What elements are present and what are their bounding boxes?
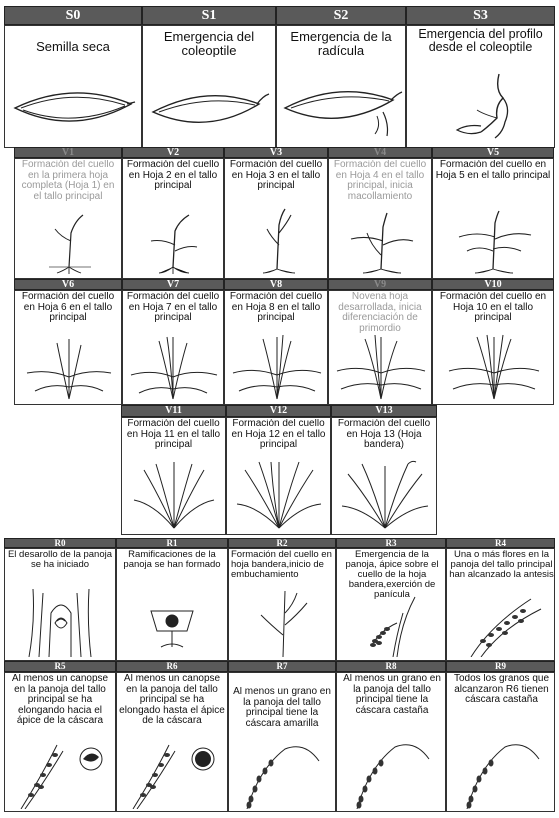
seed-stage-s0-cell <box>4 25 142 148</box>
r4-anthesis-illustration <box>461 595 545 657</box>
stage-description-r2: Formación del cuello en hoja bandera,inicio de embuchamiento <box>231 550 332 580</box>
stage-code-r1: R1 <box>116 538 228 548</box>
stage-code-v13: V13 <box>331 405 437 417</box>
stage-description-v4: Formación del cuello en Hoja 4 en el tallo principal, inicia macollamiento <box>333 160 427 202</box>
stage-code-v3: V3 <box>224 147 328 158</box>
stage-description-r0: El desarollo de la panoja se ha iniciado <box>7 550 113 570</box>
stage-code-s2: S2 <box>276 6 406 25</box>
v11-plant-illustration <box>128 460 220 532</box>
stage-v5-cell <box>432 158 554 279</box>
v7-plant-illustration <box>127 333 221 403</box>
stage-code-v12: V12 <box>226 405 331 417</box>
stage-code-v5: V5 <box>432 147 554 158</box>
stage-code-r6: R6 <box>116 661 228 672</box>
seed-stage-table <box>4 6 555 148</box>
stage-v2-cell <box>122 158 224 279</box>
stage-description-s2: Emergencia de la radícula <box>290 30 392 58</box>
r2-booting-illustration <box>249 585 319 657</box>
stage-description-r4: Una o más flores en la panoja del tallo principal han alcanzado la antesis <box>449 550 554 580</box>
stage-code-r4: R4 <box>446 538 555 548</box>
stage-v11-cell <box>121 417 226 535</box>
r7-yellow-husk-illustration <box>235 739 331 809</box>
stage-v4-cell <box>328 158 432 279</box>
r8-brown-husk-illustration <box>343 737 441 809</box>
stage-description-v12: Formación del cuello en Hoja 12 en el tallo principal <box>231 419 326 450</box>
seed-stage-s1-cell <box>142 25 276 148</box>
v13-plant-illustration <box>338 460 432 532</box>
stage-code-r0: R0 <box>4 538 116 548</box>
stage-code-r9: R9 <box>446 661 555 672</box>
stage-code-s1: S1 <box>142 6 276 25</box>
vegetative-row-3 <box>121 405 437 535</box>
stage-description-s1: Emergencia del coleoptile <box>163 30 255 58</box>
stage-description-r5: Al menos un canopse en la panoja del tallo principal se ha elongando hacia el ápice de la cáscara <box>11 674 109 726</box>
stage-description-v1: Formación del cuello en la primera hoja completa (Hoja 1) en el tallo principal <box>21 160 115 202</box>
stage-r9-cell <box>446 672 555 812</box>
stage-v3-cell <box>224 158 328 279</box>
v4-seedling-illustration <box>341 211 421 275</box>
stage-r4-cell <box>446 548 555 661</box>
seed-stage-s3-cell <box>406 25 555 148</box>
stage-code-r3: R3 <box>336 538 446 548</box>
stage-v8-cell <box>224 290 328 405</box>
stage-code-v10: V10 <box>432 279 554 290</box>
stage-r1-cell <box>116 548 228 661</box>
stage-code-r2: R2 <box>228 538 336 548</box>
stage-r6-cell <box>116 672 228 812</box>
stage-v1-cell <box>14 158 122 279</box>
stage-description-v2: Formación del cuello en Hoja 2 en el tallo principal <box>126 160 220 191</box>
r9-maturity-illustration <box>453 737 551 809</box>
stage-r3-cell <box>336 548 446 661</box>
stage-description-v13: Formación del cuello en Hoja 13 (Hoja bandera) <box>337 419 431 450</box>
stage-code-v8: V8 <box>224 279 328 290</box>
stage-description-r3: Emergencia de la panoja, ápice sobre el cuello de la hoja bandera,exerción de panícula <box>345 550 439 600</box>
stage-description-v11: Formación del cuello en Hoja 11 en el tallo principal <box>126 419 221 450</box>
stage-code-v2: V2 <box>122 147 224 158</box>
stage-description-r7: Al menos un grano en la panoja del tallo principal tiene la cáscara amarilla <box>233 687 331 729</box>
stage-description-r8: Al menos un grano en la panoja del tallo principal tiene la cáscara castaña <box>343 674 441 716</box>
stage-code-v6: V6 <box>14 279 122 290</box>
stage-code-r7: R7 <box>228 661 336 672</box>
vegetative-row-1 <box>14 147 554 279</box>
stage-v6-cell <box>14 290 122 405</box>
stage-v9-cell <box>328 290 432 405</box>
v6-plant-illustration <box>21 333 117 403</box>
stage-code-s3: S3 <box>406 6 555 25</box>
v2-seedling-illustration <box>139 211 209 275</box>
reproductive-row-1 <box>4 538 555 661</box>
stage-v10-cell <box>432 290 554 405</box>
r6-grain-fill-illustration <box>123 737 223 809</box>
stage-r0-cell <box>4 548 116 661</box>
v12-plant-illustration <box>233 460 325 532</box>
stage-description-v9: Novena hoja desarrollada, inicia diferenciación de primordio <box>338 292 422 334</box>
stage-description-v7: Formación del cuello en Hoja 7 en el tallo principal <box>126 292 220 323</box>
seed-stage-s2-cell <box>276 25 406 148</box>
v9-plant-illustration <box>333 333 429 403</box>
reproductive-row-2 <box>4 661 555 812</box>
r1-panicle-branch-illustration <box>147 601 197 653</box>
stage-code-s0: S0 <box>4 6 142 25</box>
v3-seedling-illustration <box>243 207 313 275</box>
stage-v12-cell <box>226 417 331 535</box>
r0-panicle-initiation-illustration <box>19 583 103 657</box>
stage-code-v4: V4 <box>328 147 432 158</box>
stage-code-v7: V7 <box>122 279 224 290</box>
stage-r8-cell <box>336 672 446 812</box>
stage-code-v1: V1 <box>14 147 122 158</box>
stage-description-r6: Al menos un canopse en la panoja del tallo principal se ha elongado hasta el ápice de la cáscara <box>119 674 225 726</box>
stage-r5-cell <box>4 672 116 812</box>
stage-description-v6: Formación del cuello en Hoja 6 en el tallo principal <box>21 292 115 323</box>
dry-seed-illustration <box>9 74 137 142</box>
vegetative-row-2 <box>14 279 554 405</box>
stage-description-v10: Formación del cuello en Hoja 10 en el tallo principal <box>439 292 547 323</box>
stage-description-r9: Todos los granos que alcanzaron R6 tienen cáscara castaña <box>453 674 550 705</box>
stage-r7-cell <box>228 672 336 812</box>
stage-description-v3: Formación del cuello en Hoja 3 en el tallo principal <box>229 160 323 191</box>
stage-description-v5: Formación del cuello en Hoja 5 en el tallo principal <box>435 160 551 181</box>
v5-seedling-illustration <box>449 209 539 275</box>
stage-description-r1: Ramificaciones de la panoja se han formado <box>123 550 221 570</box>
stage-code-r5: R5 <box>4 661 116 672</box>
v1-seedling-illustration <box>35 211 103 275</box>
coleoptile-emergence-illustration <box>147 74 273 142</box>
prophyll-emergence-illustration <box>437 70 537 146</box>
v8-plant-illustration <box>229 333 325 403</box>
stage-r2-cell <box>228 548 336 661</box>
stage-description-s0: Semilla seca <box>36 40 110 54</box>
radicle-emergence-illustration <box>279 72 405 144</box>
r5-grain-elongation-illustration <box>11 737 111 809</box>
stage-v13-cell <box>331 417 437 535</box>
r3-heading-illustration <box>353 593 433 657</box>
stage-code-v11: V11 <box>121 405 226 417</box>
stage-description-s3: Emergencia del profilo desde el coleoptile <box>418 28 543 55</box>
stage-code-r8: R8 <box>336 661 446 672</box>
stage-description-v8: Formación del cuello en Hoja 8 en el tallo principal <box>229 292 323 323</box>
stage-v7-cell <box>122 290 224 405</box>
stage-code-v9: V9 <box>328 279 432 290</box>
v10-plant-illustration <box>445 333 543 403</box>
